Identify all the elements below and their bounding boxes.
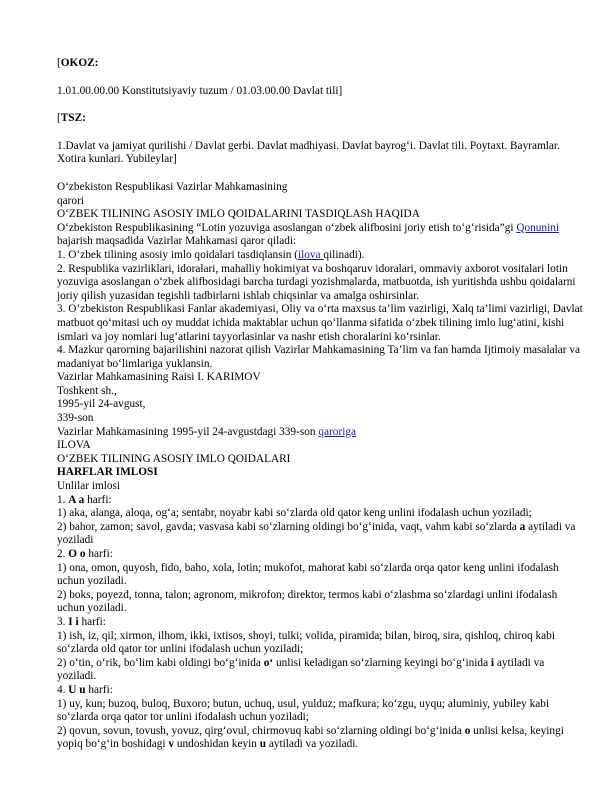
letter-o-rule-1: 1) ona, omon, quyosh, fido, baho, xola, lotin; mukofot, mahorat kabi so‘zlarda orqa qator keng unlini ifodalash uchun yoziladi.: [57, 561, 559, 588]
doc-type: qarori: [57, 194, 84, 207]
section-heading: HARFLAR IMLOSI: [57, 466, 158, 479]
tsz-value: 1.Davlat va jamiyat qurilishi / Davlat gerbi. Davlat madhiyasi. Davlat bayrog‘i. Davlat tili. Poytaxt. Bayramlar. Xotira kunlari. Yubileylar]: [57, 139, 560, 166]
letter-u-rule-2: 2) qovun, sovun, tovush, yovuz, qirg‘ovul, chirmovuq kabi so‘zlarning oldingi bo‘g‘inida o unlisi kelsa, keyingi yopiq bo‘g‘in boshidagi v undoshidan keyin u aytiladi va yoziladi.: [57, 724, 564, 751]
letter-o-rule-2: 2) boks, poyezd, tonna, talon; agronom, mikrofon; direktor, termos kabi o‘zlashma so‘zlardagi unlini ifodalash uchun yoziladi.: [57, 588, 558, 615]
letter-a-heading: 1. A a harfi:: [57, 493, 112, 506]
number-line: 339-son: [57, 412, 94, 425]
tsz-label: [TSZ:: [57, 112, 86, 125]
letter-u-rule-1: 1) uy, kun; buzoq, buloq, Buxoro; butun, uchuq, usul, yulduz; mafkura; ko‘zgu, uyqu; aluminiy, yubiley kabi so‘zlarda orqa qator tor unlini ifodalash uchun yoziladi;: [57, 697, 550, 724]
letter-a-rule-2: 2) bahor, zamon; savol, gavda; vasvasa kabi so‘zlarning oldingi bo‘g‘inida, vaqt, vahm kabi so‘zlarda a aytiladi va yoziladi: [57, 520, 576, 547]
item-4: 4. Mazkur qarorning bajarilishini nazorat qilish Vazirlar Mahkamasining Ta’lim va fan hamda Ijtimoiy masalalar va madaniyat bo‘limlariga yuklansin.: [57, 344, 580, 370]
intro-paragraph: O‘zbekiston Respublikasining “Lotin yozuviga asoslangan o‘zbek alifbosini joriy etish to‘g‘risida”gi Qonunini bajarish maqsadida Vazirlar Mahkamasi qaror qiladi:: [57, 221, 559, 248]
item-1: 1. O‘zbek tilining asosiy imlo qoidalari tasdiqlansin (ilova qilinadi).: [57, 248, 365, 261]
letter-o-heading: 2. O o harfi:: [57, 548, 113, 560]
qaror-link[interactable]: qaroriga: [318, 425, 356, 438]
okoz-label: [OKOZ:: [57, 57, 99, 69]
letter-i-rule-1: 1) ish, iz, qil; xirmon, ilhom, ikki, ixtisos, shoyi, tulki; volida, piramida; bilan, biroq, sira, qishloq, chiroq kabi so‘zlarda old qator tor unlini ifodalash uchun yoziladi;: [57, 629, 555, 656]
signature-line: Vazirlar Mahkamasining Raisi I. KARIMOV: [57, 371, 261, 384]
annex-label: ILOVA: [57, 439, 91, 452]
annex-reference: Vazirlar Mahkamasining 1995-yil 24-avgustdagi 339-son qaroriga: [57, 425, 356, 438]
letter-i-heading: 3. I i harfi:: [57, 615, 106, 628]
qonun-link[interactable]: Qonunini: [516, 221, 559, 234]
okoz-value: 1.01.00.00.00 Konstitutsiyaviy tuzum / 01.03.00.00 Davlat tili]: [57, 84, 343, 97]
item-3: 3. O‘zbekiston Respublikasi Fanlar akademiyasi, Oliy va o‘rta maxsus ta’lim vazirligi, Xalq ta’limi vazirligi, Davlat matbuot qo‘mitasi uch oy muddat ichida maktablar uchun qo‘llanma sifatida o‘zbek tilining imlo lug‘atini, kishi ismlari va joy nomlari lug‘atlarini tayyorlasinlar va nashr etish choralarini ko‘rsinlar.: [57, 303, 583, 343]
place-line: Toshkent sh.,: [57, 384, 117, 397]
ilova-link[interactable]: ilova: [297, 248, 324, 261]
letter-i-rule-2: 2) o‘tin, o‘rik, bo‘lim kabi oldingi bo‘g‘inida o‘ unlisi keladigan so‘zlarning keyingi bo‘g‘inida i aytiladi va yoziladi.: [57, 656, 545, 683]
item-2: 2. Respublika vazirliklari, idoralari, mahalliy hokimiyat va boshqaruv idoralari, ommaviy axborot vositalari lotin yozuviga asoslangan o‘zbek alifbosidagi barcha turdagi yozishmalarda, matbuotda, ish yuritishda ushbu qoidalarni joriy qilish yuzasidan tegishli tadbirlarni ishlab chiqsinlar va amalga oshirsinlar.: [57, 262, 576, 302]
issuer-line: O‘zbekiston Respublikasi Vazirlar Mahkamasining: [57, 180, 288, 193]
date-line: 1995-yil 24-avgust,: [57, 398, 146, 411]
letter-u-heading: 4. U u harfi:: [57, 683, 113, 696]
doc-title: O‘ZBEK TILINING ASOSIY IMLO QOIDALARINI TASDIQLASh HAQIDA: [57, 208, 420, 221]
letter-a-rule-1: 1) aka, alanga, aloqa, og‘a; sentabr, noyabr kabi so‘zlarda old qator keng unlini ifodalash uchun yoziladi;: [57, 507, 532, 520]
subsection-heading: Unlilar imlosi: [57, 480, 121, 493]
annex-title: O‘ZBEK TILINING ASOSIY IMLO QOIDALARI: [57, 452, 291, 465]
